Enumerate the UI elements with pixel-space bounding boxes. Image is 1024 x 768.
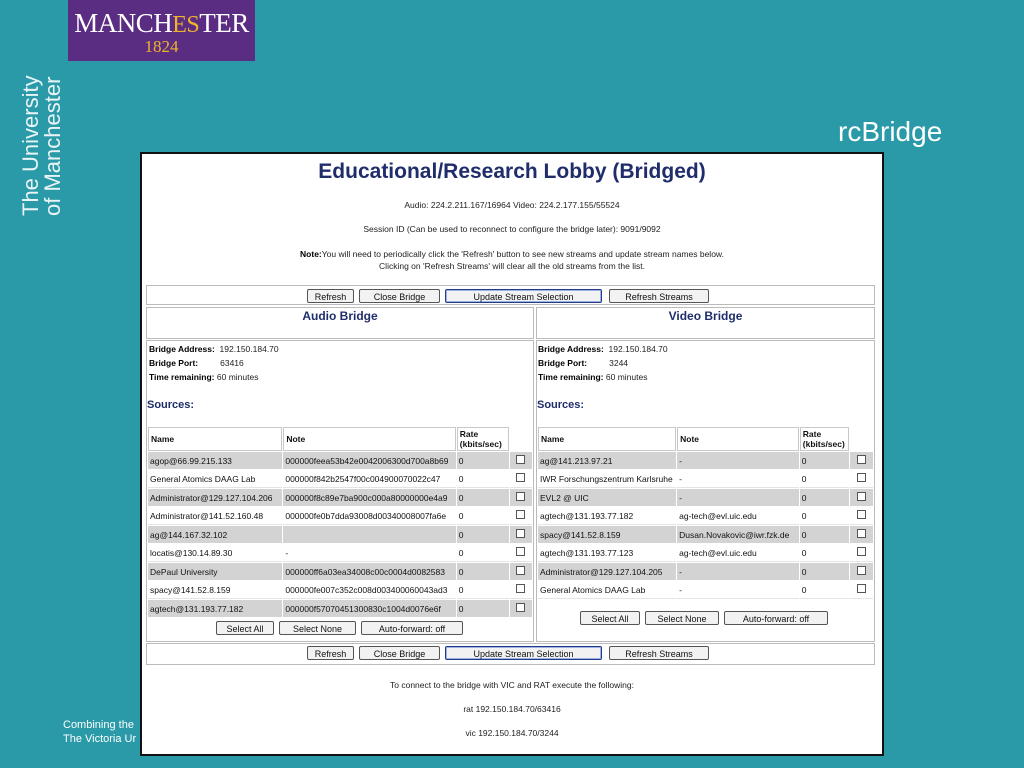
cell-select [850,470,873,488]
cell-name: Administrator@129.127.104.205 [538,563,676,580]
video-sources-heading: Sources: [537,399,585,411]
table-row [538,544,873,562]
vic-command: vic 192.150.184.70/3244 [465,728,559,738]
select-checkbox[interactable] [516,492,525,501]
select-checkbox[interactable] [857,566,866,575]
cell-rate: 0 [457,544,509,562]
audio-sources-heading: Sources: [147,399,195,411]
cell-rate: 0 [457,563,509,580]
refresh-button[interactable]: Refresh [307,289,354,303]
col-rate-header: Rate (kbits/sec) [457,427,509,451]
label-time-remaining: Time remaining: [149,372,215,382]
cell-note: 000000fe0b7dda93008d00340008007fa6e [283,507,455,525]
col-select-header [510,427,532,451]
table-row [538,563,873,580]
note-label: Note: [300,249,322,259]
cell-select [510,544,532,562]
audio-video-addresses: Audio: 224.2.211.167/16964 Video: 224.2.177.155/55524 [404,200,620,210]
cell-select [850,581,873,599]
video-time-remaining [538,372,647,382]
video-bridge-address [538,344,668,354]
cell-select [850,563,873,580]
audio-sources-table [147,426,533,618]
table-row [538,489,873,506]
logo-name-part: MANCH [74,8,173,38]
col-note-header: Note [283,427,455,451]
table-row [538,470,873,488]
logo-name-es: ES [172,12,200,38]
cell-select [850,452,873,469]
university-line1: The University [18,75,43,216]
select-checkbox[interactable] [516,603,525,612]
select-checkbox[interactable] [857,455,866,464]
slide-footer [63,718,136,746]
update-stream-selection-button[interactable]: Update Stream Selection [445,289,602,303]
page-title: Educational/Research Lobby (Bridged) [318,160,706,183]
table-row [538,507,873,525]
refresh-streams-button[interactable]: Refresh Streams [609,289,709,303]
cell-select [850,507,873,525]
select-checkbox[interactable] [857,547,866,556]
cell-name: agop@66.99.215.133 [148,452,282,469]
cell-rate: 0 [457,470,509,488]
cell-rate: 0 [457,489,509,506]
cell-name: locatis@130.14.89.30 [148,544,282,562]
cell-note: - [677,563,799,580]
select-checkbox[interactable] [516,547,525,556]
cell-name: agtech@131.193.77.123 [538,544,676,562]
table-row [538,452,873,469]
cell-note: 000000ff6a03ea34008c00c0004d0082583 [283,563,455,580]
cell-rate: 0 [800,544,850,562]
table-row [148,452,532,469]
select-checkbox[interactable] [516,529,525,538]
table-row [148,507,532,525]
browser-page [140,152,884,756]
cell-rate: 0 [457,507,509,525]
col-name-header: Name [538,427,676,451]
cell-select [850,526,873,543]
cell-rate: 0 [800,563,850,580]
cell-name: DePaul University [148,563,282,580]
close-bridge-button-bottom[interactable]: Close Bridge [359,646,440,660]
cell-select [510,470,532,488]
university-line2: of Manchester [40,76,65,216]
close-bridge-button[interactable]: Close Bridge [359,289,440,303]
select-checkbox[interactable] [857,529,866,538]
cell-rate: 0 [800,526,850,543]
cell-note: - [677,452,799,469]
table-row [148,544,532,562]
cell-name: spacy@141.52.8.159 [148,581,282,599]
label-bridge-address: Bridge Address: [149,344,215,354]
table-row [148,526,532,543]
note-text [142,249,882,259]
cell-select [850,489,873,506]
cell-name: agtech@131.193.77.182 [148,600,282,617]
cell-note: ag-tech@evl.uic.edu [677,507,799,525]
video-select-none-button[interactable]: Select None [645,611,719,625]
connect-instructions: To connect to the bridge with VIC and RAT execute the following: [390,680,634,690]
label-bridge-port: Bridge Port: [538,358,588,368]
cell-rate: 0 [800,489,850,506]
select-checkbox[interactable] [516,566,525,575]
cell-select [510,563,532,580]
university-logo [68,0,255,61]
video-time-value: 60 minutes [605,372,648,382]
table-row [148,600,532,617]
cell-note: - [677,470,799,488]
cell-name: EVL2 @ UIC [538,489,676,506]
col-note-header: Note [677,427,799,451]
video-port-value: 3244 [609,358,629,368]
select-checkbox[interactable] [857,584,866,593]
university-vertical-text [20,56,70,216]
refresh-streams-button-bottom[interactable]: Refresh Streams [609,646,709,660]
cell-rate: 0 [457,581,509,599]
cell-rate: 0 [800,581,850,599]
cell-rate: 0 [457,600,509,617]
cell-name: Administrator@129.127.104.206 [148,489,282,506]
table-row [148,563,532,580]
audio-select-none-button[interactable]: Select None [279,621,356,635]
cell-select [510,600,532,617]
video-bridge-port [538,358,628,368]
select-checkbox[interactable] [516,510,525,519]
label-bridge-address: Bridge Address: [538,344,604,354]
select-checkbox[interactable] [857,510,866,519]
note-text-2: Clicking on 'Refresh Streams' will clear all the old streams from the list. [379,261,645,271]
note-body: You will need to periodically click the 'Refresh' button to see new streams and update stream names below. [321,249,724,259]
session-id-text: Session ID (Can be used to reconnect to configure the bridge later): 9091/9092 [363,224,661,234]
cell-rate: 0 [800,452,850,469]
update-stream-selection-button-bottom[interactable]: Update Stream Selection [445,646,602,660]
cell-name: ag@141.213.97.21 [538,452,676,469]
audio-bridge-port [149,358,244,368]
cell-note: 000000f842b2547f00c004900070022c47 [283,470,455,488]
select-checkbox[interactable] [516,473,525,482]
refresh-button-bottom[interactable]: Refresh [307,646,354,660]
footer-line1: Combining the [63,719,134,731]
cell-note: - [677,581,799,599]
audio-bridge-title: Audio Bridge [302,309,378,323]
cell-note: - [677,489,799,506]
cell-note: 000000f8c89e7ba900c000a80000000e4a9 [283,489,455,506]
audio-port-value: 63416 [220,358,244,368]
table-row [148,470,532,488]
cell-name: spacy@141.52.8.159 [538,526,676,543]
audio-select-all-button[interactable]: Select All [216,621,274,635]
cell-select [510,489,532,506]
logo-name [68,0,255,39]
audio-auto-forward-button[interactable]: Auto-forward: off [361,621,463,635]
select-checkbox[interactable] [857,473,866,482]
cell-rate: 0 [457,452,509,469]
video-bridge-title: Video Bridge [668,309,743,323]
cell-name: ag@144.167.32.102 [148,526,282,543]
table-row [538,581,873,599]
logo-year: 1824 [144,37,179,56]
video-select-all-button[interactable]: Select All [580,611,640,625]
cell-note: - [283,544,455,562]
col-select-header [850,427,873,451]
cell-note: Dusan.Novakovic@iwr.fzk.de [677,526,799,543]
table-row [538,526,873,543]
video-auto-forward-button[interactable]: Auto-forward: off [724,611,828,625]
cell-note: 000000fe007c352c008d003400060043ad3 [283,581,455,599]
audio-bridge-address [149,344,279,354]
label-bridge-port: Bridge Port: [149,358,199,368]
cell-note: 000000f57070451300830c1004d0076e6f [283,600,455,617]
cell-select [850,544,873,562]
cell-select [510,507,532,525]
logo-name-part: TER [199,8,249,38]
audio-address-value: 192.150.184.70 [219,344,279,354]
video-address-value: 192.150.184.70 [608,344,668,354]
cell-rate: 0 [800,507,850,525]
select-checkbox[interactable] [516,455,525,464]
slide-title: rcBridge [838,116,943,147]
cell-name: General Atomics DAAG Lab [148,470,282,488]
video-sources-table [537,426,874,600]
cell-select [510,452,532,469]
cell-name: Administrator@141.52.160.48 [148,507,282,525]
footer-line2: The Victoria Ur [63,733,137,745]
cell-select [510,581,532,599]
table-row [148,581,532,599]
table-row [148,489,532,506]
cell-note: ag-tech@evl.uic.edu [677,544,799,562]
rat-command: rat 192.150.184.70/63416 [463,704,561,714]
select-checkbox[interactable] [516,584,525,593]
cell-select [510,526,532,543]
cell-rate: 0 [457,526,509,543]
cell-name: General Atomics DAAG Lab [538,581,676,599]
audio-time-value: 60 minutes [216,372,259,382]
cell-rate: 0 [800,470,850,488]
col-name-header: Name [148,427,282,451]
select-checkbox[interactable] [857,492,866,501]
audio-time-remaining [149,372,258,382]
cell-name: IWR Forschungszentrum Karlsruhe [538,470,676,488]
col-rate-header: Rate (kbits/sec) [800,427,850,451]
label-time-remaining: Time remaining: [538,372,604,382]
cell-note [283,526,455,543]
cell-note: 000000feea53b42e0042006300d700a8b69 [283,452,455,469]
cell-name: agtech@131.193.77.182 [538,507,676,525]
